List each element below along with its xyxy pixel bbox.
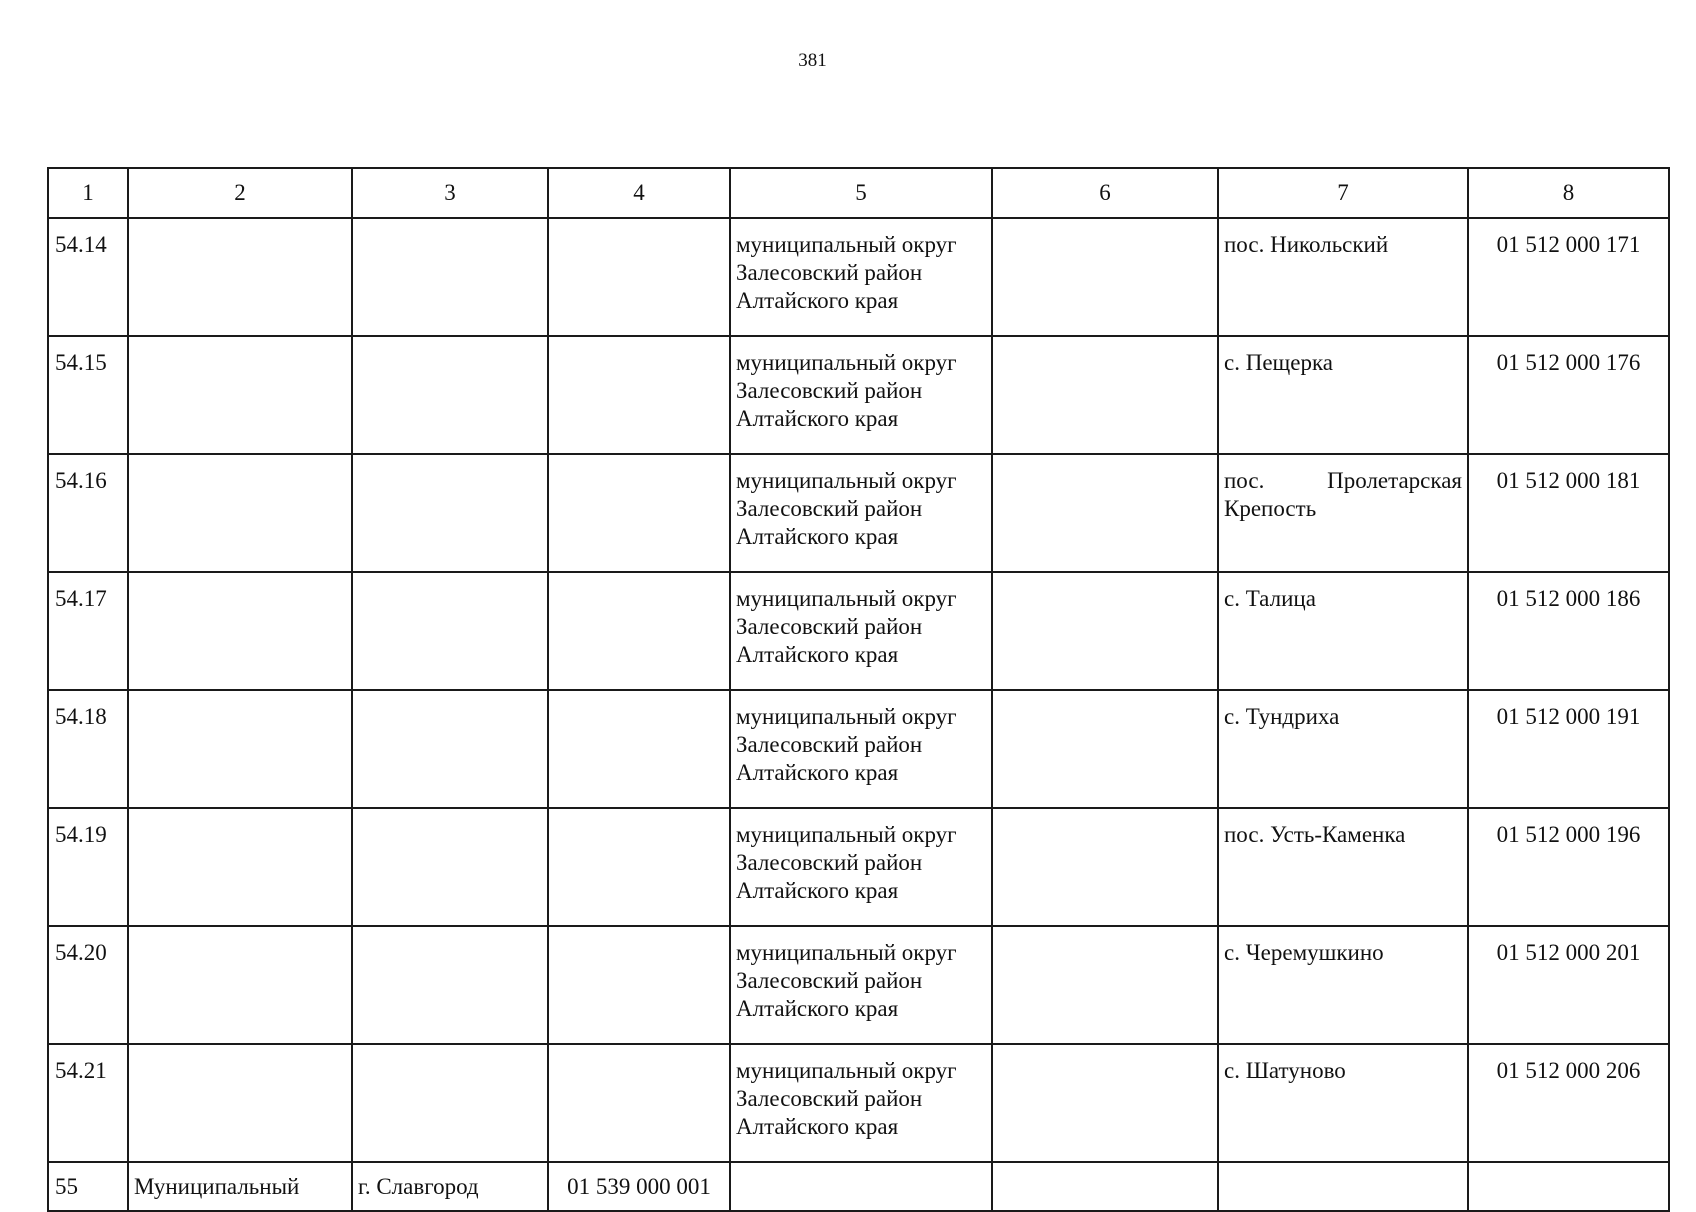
empty-cell: [128, 454, 352, 572]
entity-name-cell: г. Славгород: [352, 1162, 548, 1211]
municipal-registry-table: [47, 167, 1670, 1212]
table-row: [48, 690, 1669, 808]
table-row: [48, 572, 1669, 690]
table-header-row: [48, 168, 1669, 218]
table-row: [48, 1162, 1669, 1211]
oktmo-code-cell: 01 512 000 171: [1468, 218, 1669, 336]
table-row: [48, 808, 1669, 926]
oktmo-code-cell: 01 512 000 191: [1468, 690, 1669, 808]
empty-cell: [548, 1044, 730, 1162]
empty-cell: [352, 808, 548, 926]
municipality-line: Залесовский район: [736, 614, 923, 639]
empty-cell: [548, 690, 730, 808]
municipality-line: Залесовский район: [736, 378, 923, 403]
municipality-cell: [730, 336, 992, 454]
settlement-cell: пос. Усть-Каменка: [1218, 808, 1468, 926]
row-number-cell: 54.19: [48, 808, 128, 926]
column-header-6: 6: [992, 168, 1218, 218]
settlement-cell: [1218, 454, 1468, 572]
municipality-line: Залесовский район: [736, 850, 923, 875]
column-header-8: 8: [1468, 168, 1669, 218]
municipality-line: муниципальный округ: [736, 704, 957, 729]
settlement-cell: с. Талица: [1218, 572, 1468, 690]
oktmo-code-cell: 01 512 000 176: [1468, 336, 1669, 454]
municipality-line: муниципальный округ: [736, 940, 957, 965]
empty-cell: [992, 1044, 1218, 1162]
municipality-cell: [730, 1044, 992, 1162]
empty-cell: [548, 454, 730, 572]
municipality-line: муниципальный округ: [736, 232, 957, 257]
column-header-7: 7: [1218, 168, 1468, 218]
empty-cell: [992, 454, 1218, 572]
municipality-line: Алтайского края: [736, 878, 899, 903]
empty-cell: [352, 454, 548, 572]
column-header-2: 2: [128, 168, 352, 218]
empty-cell: [128, 572, 352, 690]
empty-cell: [128, 1044, 352, 1162]
settlement-name-part: Пролетарская: [1327, 468, 1462, 493]
municipality-cell: [730, 690, 992, 808]
entity-code-cell: 01 539 000 001: [548, 1162, 730, 1211]
empty-cell: [128, 690, 352, 808]
municipality-line: Залесовский район: [736, 732, 923, 757]
empty-cell: [992, 336, 1218, 454]
municipality-line: Алтайского края: [736, 524, 899, 549]
table-row: [48, 336, 1669, 454]
empty-cell: [352, 336, 548, 454]
oktmo-code-cell: 01 512 000 186: [1468, 572, 1669, 690]
empty-cell: [992, 572, 1218, 690]
column-header-1: 1: [48, 168, 128, 218]
row-number-cell: 54.21: [48, 1044, 128, 1162]
municipality-line: Алтайского края: [736, 996, 899, 1021]
settlement-type: пос.: [1224, 468, 1265, 493]
column-header-3: 3: [352, 168, 548, 218]
row-number-cell: 55: [48, 1162, 128, 1211]
settlement-cell: пос. Никольский: [1218, 218, 1468, 336]
municipality-line: Алтайского края: [736, 406, 899, 431]
empty-cell: [1218, 1162, 1468, 1211]
settlement-cell: с. Тундриха: [1218, 690, 1468, 808]
empty-cell: [128, 218, 352, 336]
empty-cell: [1468, 1162, 1669, 1211]
row-number-cell: 54.16: [48, 454, 128, 572]
municipality-line: Залесовский район: [736, 1086, 923, 1111]
municipality-line: муниципальный округ: [736, 468, 957, 493]
empty-cell: [730, 1162, 992, 1211]
empty-cell: [548, 572, 730, 690]
oktmo-code-cell: 01 512 000 181: [1468, 454, 1669, 572]
row-number-cell: 54.18: [48, 690, 128, 808]
column-header-4: 4: [548, 168, 730, 218]
municipality-cell: [730, 218, 992, 336]
municipality-line: Алтайского края: [736, 760, 899, 785]
empty-cell: [352, 572, 548, 690]
row-number-cell: 54.20: [48, 926, 128, 1044]
municipality-cell: [730, 572, 992, 690]
column-header-5: 5: [730, 168, 992, 218]
municipality-line: муниципальный округ: [736, 1058, 957, 1083]
table-row: [48, 218, 1669, 336]
empty-cell: [548, 808, 730, 926]
settlement-cell: с. Черемушкино: [1218, 926, 1468, 1044]
municipality-cell: [730, 926, 992, 1044]
municipality-cell: [730, 454, 992, 572]
empty-cell: [992, 218, 1218, 336]
oktmo-code-cell: 01 512 000 201: [1468, 926, 1669, 1044]
municipality-line: Залесовский район: [736, 260, 923, 285]
empty-cell: [352, 690, 548, 808]
empty-cell: [128, 808, 352, 926]
empty-cell: [352, 1044, 548, 1162]
empty-cell: [992, 808, 1218, 926]
empty-cell: [128, 336, 352, 454]
empty-cell: [352, 218, 548, 336]
municipality-line: Алтайского края: [736, 642, 899, 667]
oktmo-code-cell: 01 512 000 206: [1468, 1044, 1669, 1162]
municipality-line: муниципальный округ: [736, 822, 957, 847]
municipality-line: муниципальный округ: [736, 586, 957, 611]
empty-cell: [548, 218, 730, 336]
municipality-line: Алтайского края: [736, 288, 899, 313]
empty-cell: [548, 336, 730, 454]
empty-cell: [128, 926, 352, 1044]
settlement-line: Крепость: [1224, 496, 1317, 521]
oktmo-code-cell: 01 512 000 196: [1468, 808, 1669, 926]
municipality-cell: [730, 808, 992, 926]
table-row: [48, 926, 1669, 1044]
empty-cell: [352, 926, 548, 1044]
settlement-line: [1224, 467, 1462, 495]
empty-cell: [992, 926, 1218, 1044]
table-row: [48, 1044, 1669, 1162]
settlement-cell: с. Шатуново: [1218, 1044, 1468, 1162]
table-row: [48, 454, 1669, 572]
municipality-line: муниципальный округ: [736, 350, 957, 375]
empty-cell: [992, 1162, 1218, 1211]
municipality-line: Алтайского края: [736, 1114, 899, 1139]
row-number-cell: 54.17: [48, 572, 128, 690]
empty-cell: [992, 690, 1218, 808]
entity-type-cell: Муниципальный: [128, 1162, 352, 1211]
municipality-line: Залесовский район: [736, 496, 923, 521]
row-number-cell: 54.14: [48, 218, 128, 336]
settlement-cell: с. Пещерка: [1218, 336, 1468, 454]
row-number-cell: 54.15: [48, 336, 128, 454]
page-number: 381: [798, 50, 827, 71]
empty-cell: [548, 926, 730, 1044]
municipality-line: Залесовский район: [736, 968, 923, 993]
